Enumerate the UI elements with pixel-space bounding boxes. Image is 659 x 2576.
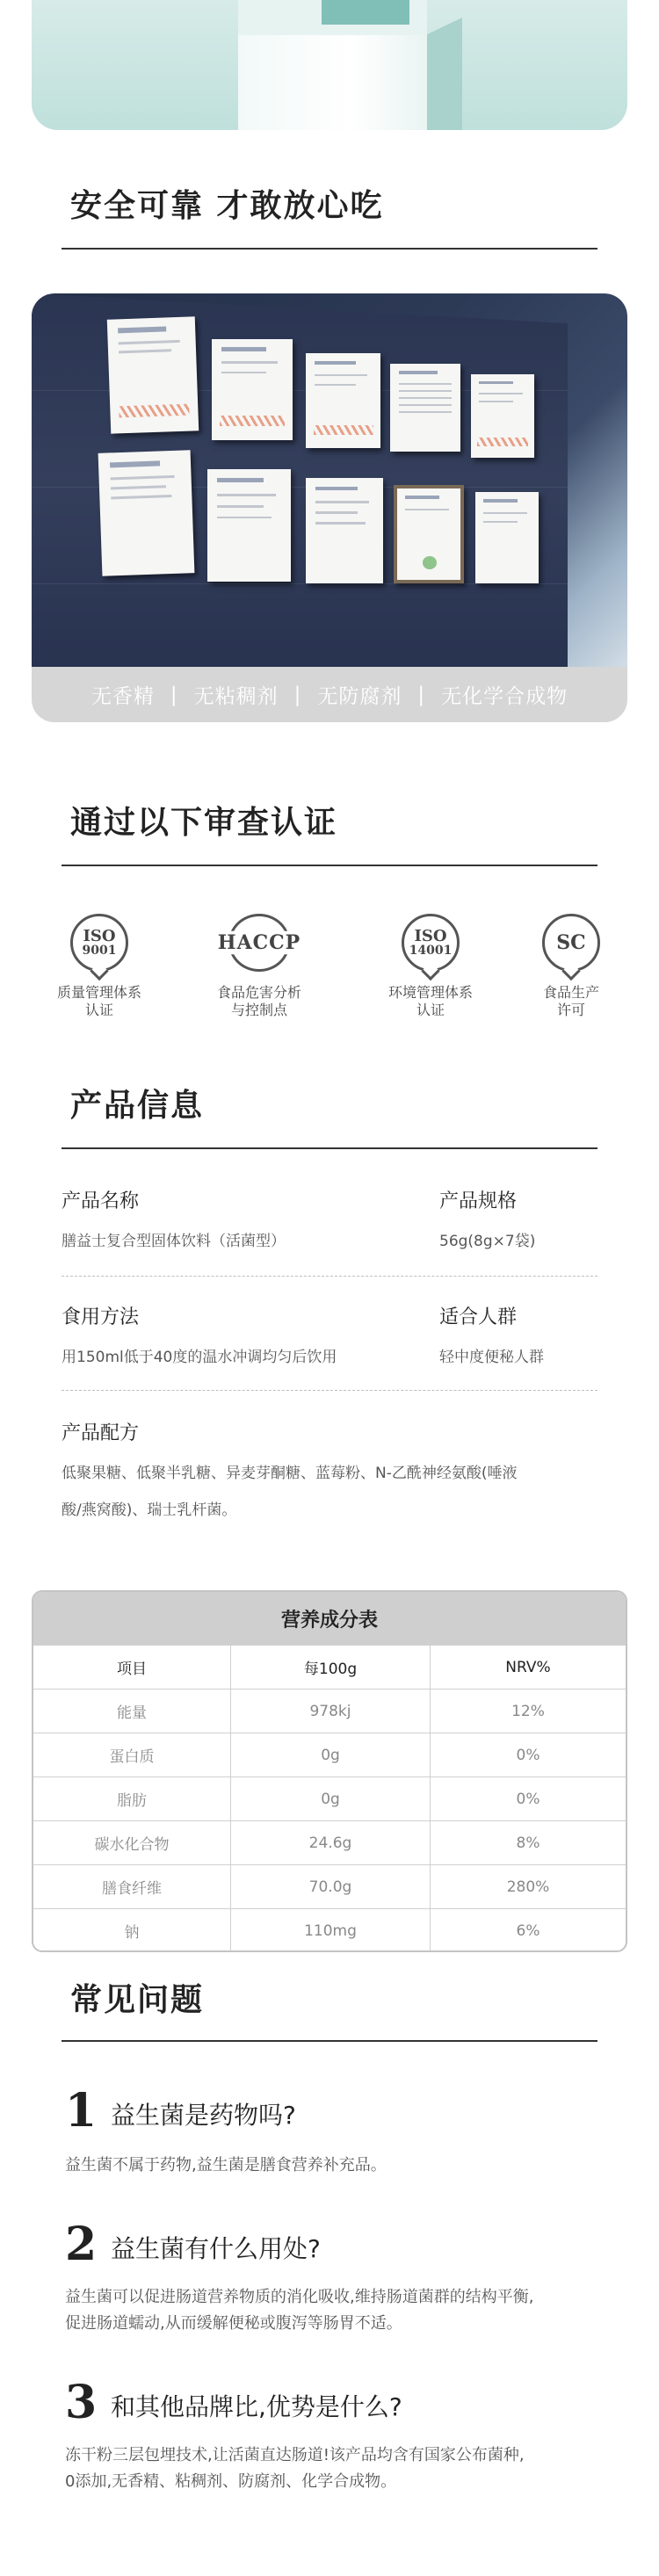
certificate-document (306, 478, 383, 583)
table-cell: 0% (430, 1733, 626, 1776)
feature-no-preservative: 无防腐剂 (317, 685, 402, 708)
faq-title: 常见问题 (70, 1982, 205, 2018)
feature-separator: | (170, 683, 178, 706)
cert-label-line: 认证 (84, 1002, 113, 1018)
faq-answer-line: 0添加,无香精、粘稠剂、防腐剂、化学合成物。 (65, 2472, 397, 2491)
certifications-divider (62, 865, 597, 866)
cert-label (185, 984, 334, 1019)
product-name-value: 膳益士复合型固体饮料（活菌型） (62, 1233, 286, 1250)
certifications-title: 通过以下审查认证 (70, 805, 338, 841)
audience-value: 轻中度便秘人群 (439, 1349, 544, 1366)
faq-divider (62, 2040, 597, 2042)
audience-label: 适合人群 (439, 1306, 518, 1328)
faq-answer (65, 2442, 610, 2495)
certificate-document (394, 485, 464, 583)
product-info-divider (62, 1147, 597, 1149)
cert-label-line: 认证 (416, 1002, 445, 1018)
table-header-cell: 项目 (117, 1661, 147, 1678)
certificate-document (212, 339, 293, 440)
formula-line: 酸/燕窝酸)、瑞士乳杆菌。 (62, 1501, 237, 1519)
badge-text-top: HACCP (217, 931, 301, 954)
iso-14001-icon (402, 914, 460, 972)
product-spec-value: 56g(8g×7袋) (439, 1233, 536, 1250)
badge-text-top: ISO (83, 927, 116, 945)
cert-label-line: 许可 (556, 1002, 585, 1018)
table-cell: 蛋白质 (109, 1748, 155, 1766)
faq-question: 益生菌有什么用处? (111, 2234, 321, 2263)
faq-question: 益生菌是药物吗? (111, 2101, 296, 2130)
table-row (33, 1864, 626, 1908)
haccp-icon (211, 914, 308, 972)
certificate-document (390, 364, 460, 452)
certificate-document (471, 374, 534, 458)
nutrition-table (32, 1590, 627, 1952)
table-cell: 12% (430, 1690, 626, 1733)
faq-answer (65, 2284, 610, 2337)
cert-label-line: 食品危害分析 (216, 984, 301, 1001)
certificates-wall-photo (32, 293, 627, 667)
feature-no-chemical: 无化学合成物 (441, 685, 568, 708)
safety-title: 安全可靠 才敢放心吃 (70, 188, 384, 224)
cert-iso9001 (25, 914, 174, 1019)
table-row (33, 1776, 626, 1820)
iso-9001-icon (70, 914, 128, 972)
table-cell: 978kj (230, 1690, 430, 1733)
badge-text-bottom: 9001 (82, 944, 117, 958)
table-row (33, 1820, 626, 1864)
table-cell: 24.6g (230, 1821, 430, 1864)
display-cube-side (427, 18, 462, 130)
table-cell: 碳水化合物 (94, 1836, 170, 1854)
product-box (322, 0, 409, 25)
table-cell: 0g (230, 1777, 430, 1820)
formula-line: 低聚果糖、低聚半乳糖、异麦芽酮糖、蓝莓粉、N-乙酰神经氨酸(唾液 (62, 1465, 518, 1482)
table-header-cell: NRV% (430, 1646, 626, 1689)
faq-number: 2 (65, 2218, 98, 2271)
faq-number: 3 (65, 2376, 98, 2429)
cert-label (356, 984, 505, 1019)
badge-text-top: SC (556, 931, 586, 954)
cert-label (510, 984, 633, 1019)
cert-label (25, 984, 174, 1019)
faq-answer-line: 益生菌不属于药物,益生菌是膳食营养补充品。 (65, 2156, 387, 2174)
table-cell: 8% (430, 1821, 626, 1864)
certificate-document (475, 492, 539, 583)
display-cube (238, 35, 427, 130)
nutrition-table-title: 营养成分表 (33, 1592, 626, 1645)
table-cell: 6% (430, 1909, 626, 1952)
cert-haccp (185, 914, 334, 1019)
badge-text-bottom: 14001 (409, 944, 453, 958)
table-header-row (33, 1645, 626, 1689)
cert-label-line: 质量管理体系 (56, 984, 141, 1001)
table-row (33, 1733, 626, 1776)
table-cell: 110mg (230, 1909, 430, 1952)
info-dashed-divider (62, 1276, 597, 1277)
feature-separator: | (293, 683, 302, 706)
hero-product-image (32, 0, 627, 130)
certificates-photo (32, 293, 627, 722)
table-header-cell: 每100g (230, 1646, 430, 1689)
info-dashed-divider (62, 1390, 597, 1391)
table-cell: 0% (430, 1777, 626, 1820)
faq-answer-line: 冻干粉三层包埋技术,让活菌直达肠道!该产品均含有国家公布菌种, (65, 2446, 525, 2464)
certificate-document (98, 450, 195, 576)
cert-label-line: 环境管理体系 (387, 984, 473, 1001)
table-cell: 脂肪 (117, 1792, 147, 1810)
feature-no-flavor: 无香精 (91, 685, 155, 708)
table-row (33, 1689, 626, 1733)
wall-panel-line (32, 583, 568, 584)
table-cell: 膳食纤维 (102, 1880, 162, 1898)
sc-icon (542, 914, 600, 972)
usage-value: 用150ml低于40度的温水冲调均匀后饮用 (62, 1349, 337, 1366)
certificate-document (107, 316, 199, 433)
feature-separator: | (417, 683, 426, 706)
cert-iso14001 (356, 914, 505, 1019)
product-info-title: 产品信息 (70, 1088, 205, 1124)
faq-answer-line: 益生菌可以促进肠道营养物质的消化吸收,维持肠道菌群的结构平衡, (65, 2288, 534, 2306)
product-spec-label: 产品规格 (439, 1190, 518, 1212)
cert-label-line: 食品生产 (542, 984, 599, 1001)
certificate-document (207, 469, 291, 582)
faq-answer (65, 2153, 610, 2179)
product-name-label: 产品名称 (62, 1190, 140, 1212)
table-cell: 能量 (117, 1704, 147, 1722)
certificate-document (306, 353, 380, 448)
feature-no-thickener: 无粘稠剂 (193, 685, 279, 708)
table-cell: 0g (230, 1733, 430, 1776)
table-cell: 70.0g (230, 1865, 430, 1908)
table-cell: 钠 (124, 1924, 140, 1942)
faq-answer-line: 促进肠道蠕动,从而缓解便秘或腹泻等肠胃不适。 (65, 2314, 402, 2333)
safety-divider (62, 248, 597, 250)
badge-text-top: ISO (414, 927, 447, 945)
faq-question: 和其他品牌比,优势是什么? (111, 2392, 402, 2421)
safety-features-bar (32, 667, 627, 722)
formula-label: 产品配方 (62, 1422, 140, 1444)
table-cell: 280% (430, 1865, 626, 1908)
faq-number: 1 (65, 2084, 98, 2138)
cert-sc (510, 914, 633, 1019)
table-row (33, 1908, 626, 1952)
usage-label: 食用方法 (62, 1306, 140, 1328)
cert-label-line: 与控制点 (230, 1002, 287, 1018)
